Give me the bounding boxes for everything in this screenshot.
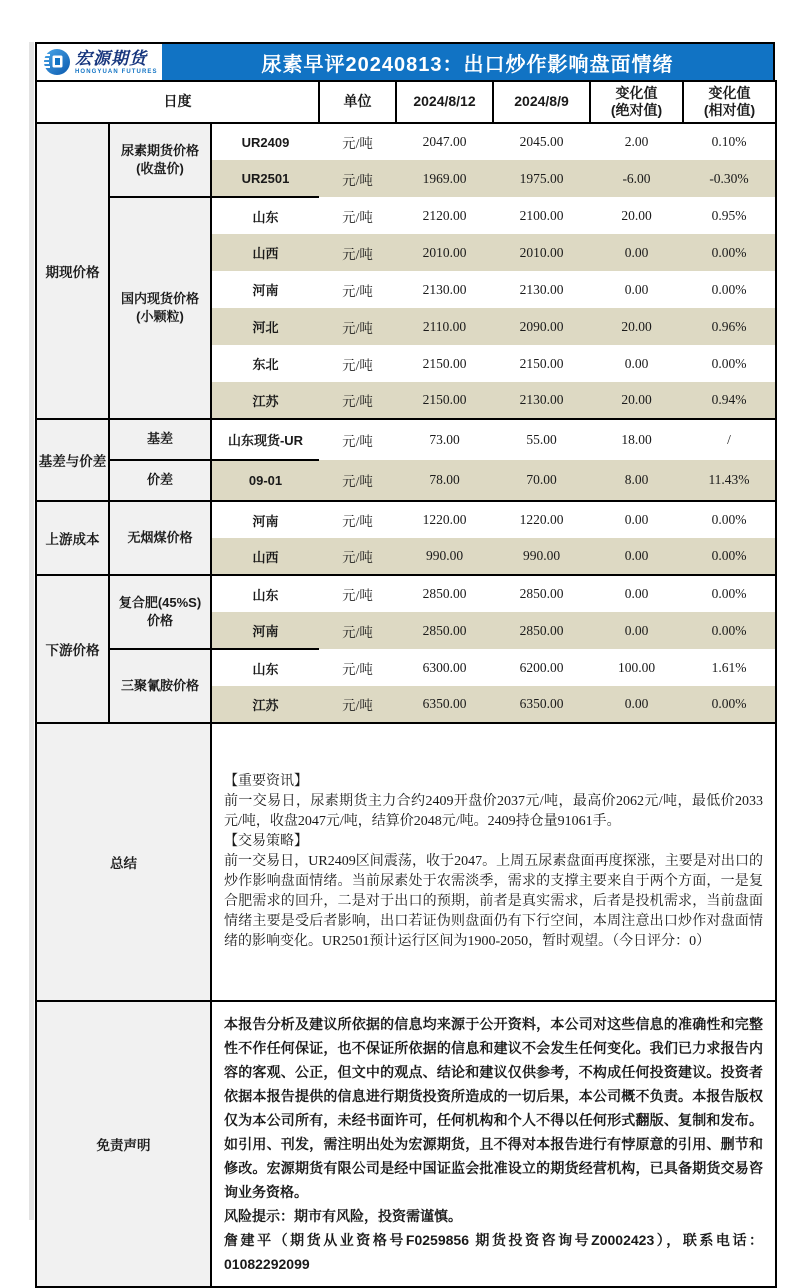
unit-cell: 元/吨 (342, 661, 373, 677)
change-rel: 0.94% (683, 382, 776, 419)
value-prev: 6200.00 (519, 659, 564, 675)
row-label: 山东 (211, 575, 319, 612)
disclaimer-text: 本报告分析及建议所依据的信息均来源于公开资料，本公司对这些信息的准确性和完整性不作任何保证，也不保证所依据的信息和建议不会发生任何变化。我们已力求报告内容的客观、公正，但文中的观点、结论和建议仅供参考，不构成任何投资建议。投资者依据本报告提供的信息进行期货投资所造成的一切后果，本公司概不负责。本报告版权仅为本公司所有，未经书面许可，任何机构和个人不得以任何形式翻版、复制和发布。如引用、刊发，需注明出处为宏源期货，且不得对本报告进行有悖原意的引用、删节和修改。宏源期货有限公司是经中国证监会批准设立的期货经营机构，已具备期货交易咨询业务资格。 (224, 1016, 763, 1200)
brand-name-en: HONGYUAN FUTURES (75, 68, 158, 75)
value-current: 2850.00 (396, 612, 493, 649)
summary-news-text: 前一交易日，尿素期货主力合约2409开盘价2037元/吨，最高价2062元/吨，最低价2033元/吨，收盘2047元/吨，结算价2048元/吨。2409持仓量91061手。 (224, 794, 763, 829)
header-date-prev: 2024/8/9 (493, 81, 590, 123)
change-rel: 0.10% (711, 134, 747, 149)
value-current: 6350.00 (396, 686, 493, 723)
value-prev: 2010.00 (493, 234, 590, 271)
summary-news-heading: 【重要资讯】 (224, 774, 308, 789)
unit-cell: 元/吨 (319, 160, 396, 197)
change-abs: 18.00 (590, 419, 683, 460)
row-label: 东北 (252, 357, 279, 372)
value-prev: 2090.00 (493, 308, 590, 345)
change-abs: 0.00 (590, 612, 683, 649)
group-cell-downstream: 下游价格 (36, 575, 109, 723)
value-current: 2047.00 (422, 134, 467, 149)
unit-cell: 元/吨 (319, 612, 396, 649)
subgroup-cell-melamine: 三聚氰胺价格 (109, 649, 211, 723)
subgroup-cell-compound-fert: 复合肥(45%S)价格 (109, 575, 211, 649)
change-rel: 1.61% (711, 659, 747, 675)
page-edge-strip (29, 42, 34, 1220)
row-label: UR2409 (241, 134, 290, 150)
change-abs: 0.00 (624, 355, 649, 371)
urea-daily-report (35, 42, 775, 1288)
unit-cell: 元/吨 (319, 575, 396, 612)
title-bar (35, 42, 775, 80)
change-rel: 0.95% (711, 207, 747, 223)
disclaimer-label: 免责声明 (36, 1001, 211, 1287)
unit-cell: 元/吨 (319, 382, 396, 419)
header-date-current: 2024/8/12 (396, 81, 493, 123)
brand-logo (37, 44, 162, 80)
change-abs: 0.00 (590, 686, 683, 723)
summary-strategy-text: 前一交易日，UR2409区间震荡，收于2047。上周五尿素盘面再度探涨，主要是对出口的炒作影响盘面情绪。当前尿素处于农需淡季，需求的支撑主要来自于两个方面，一是复合肥需求的回升，二是对于出口的预期，前者是真实需求，后者是投机需求，当前盘面情绪主要是受后者影响，出口若证伪则盘面仍有下行空间，本周注意出口炒作对盘面情绪的影响变化。UR2501预计运行区间为1900-2050，暂时观望。（今日评分：0） (224, 854, 763, 949)
value-current: 2120.00 (422, 207, 467, 223)
value-current: 2150.00 (422, 355, 467, 371)
row-label: 09-01 (211, 460, 319, 501)
group-cell-spot-futures: 期现价格 (36, 123, 109, 419)
value-current: 2010.00 (396, 234, 493, 271)
value-prev: 990.00 (493, 538, 590, 575)
subgroup-cell-spread: 价差 (109, 460, 211, 501)
change-rel: 0.00% (683, 612, 776, 649)
value-prev: 2100.00 (519, 207, 564, 223)
subgroup-cell-futures-close: 尿素期货价格(收盘价) (109, 123, 211, 197)
value-prev: 1220.00 (493, 501, 590, 538)
unit-cell: 元/吨 (342, 136, 373, 151)
row-label: 山东 (211, 649, 319, 686)
row-label: 江苏 (211, 382, 319, 419)
analyst-contact: 詹建平（期货从业资格号F0259856 期货投资咨询号Z0002423），联系电话：01082292099 (224, 1232, 763, 1272)
group-cell-upstream: 上游成本 (36, 501, 109, 575)
header-unit: 单位 (319, 81, 396, 123)
unit-cell: 元/吨 (319, 501, 396, 538)
value-prev: 70.00 (493, 460, 590, 501)
hongyuan-logo-icon (40, 46, 72, 78)
subgroup-cell-basis: 基差 (109, 419, 211, 460)
group-cell-basis-spread: 基差与价差 (36, 419, 109, 501)
value-current: 2130.00 (422, 281, 467, 297)
risk-warning: 风险提示：期市有风险，投资需谨慎。 (224, 1208, 462, 1224)
change-abs: 20.00 (590, 308, 683, 345)
change-rel: 0.00% (683, 575, 776, 612)
change-rel: 0.00% (683, 234, 776, 271)
row-label: 山西 (211, 234, 319, 271)
row-label: 山西 (211, 538, 319, 575)
unit-cell: 元/吨 (319, 419, 396, 460)
table-row (36, 649, 776, 686)
value-prev: 55.00 (493, 419, 590, 460)
summary-label: 总结 (36, 723, 211, 1001)
value-current: 990.00 (396, 538, 493, 575)
row-label: 山东现货-UR (211, 419, 319, 460)
header-change-abs: 变化值 (绝对值) (590, 81, 683, 123)
header-period: 日度 (36, 81, 319, 123)
row-label: 河北 (211, 308, 319, 345)
value-prev: 1975.00 (493, 160, 590, 197)
unit-cell: 元/吨 (319, 460, 396, 501)
change-rel: / (683, 419, 776, 460)
change-rel: -0.30% (683, 160, 776, 197)
change-abs: 0.00 (624, 281, 649, 297)
value-prev: 2850.00 (493, 575, 590, 612)
change-rel: 11.43% (683, 460, 776, 501)
summary-strategy-heading: 【交易策略】 (224, 834, 308, 849)
row-label: UR2501 (211, 160, 319, 197)
row-label: 河南 (252, 283, 279, 298)
change-rel: 0.00% (711, 281, 747, 297)
change-abs: 20.00 (621, 207, 652, 223)
table-row (36, 123, 776, 160)
price-table (35, 80, 777, 1288)
unit-cell: 元/吨 (342, 283, 373, 299)
value-current: 78.00 (396, 460, 493, 501)
unit-cell: 元/吨 (342, 209, 373, 225)
row-label: 河南 (211, 612, 319, 649)
change-rel: 0.00% (683, 538, 776, 575)
change-abs: 0.00 (590, 575, 683, 612)
value-prev: 2045.00 (519, 134, 564, 149)
change-abs: 100.00 (617, 659, 656, 675)
table-row (36, 575, 776, 612)
unit-cell: 元/吨 (319, 234, 396, 271)
value-prev: 2130.00 (493, 382, 590, 419)
value-prev: 2130.00 (519, 281, 564, 297)
value-current: 2150.00 (396, 382, 493, 419)
value-current: 6300.00 (422, 659, 467, 675)
value-prev: 6350.00 (493, 686, 590, 723)
change-rel: 0.00% (711, 355, 747, 371)
unit-cell: 元/吨 (319, 308, 396, 345)
unit-cell: 元/吨 (342, 357, 373, 373)
value-current: 2110.00 (396, 308, 493, 345)
table-row (36, 419, 776, 460)
brand-text (75, 50, 158, 75)
disclaimer-content (211, 1001, 776, 1287)
subgroup-cell-domestic-spot: 国内现货价格(小颗粒) (109, 197, 211, 419)
table-row (36, 197, 776, 234)
change-abs: 0.00 (590, 234, 683, 271)
row-label: 江苏 (211, 686, 319, 723)
table-row (36, 501, 776, 538)
change-abs: 0.00 (590, 501, 683, 538)
value-current: 2850.00 (396, 575, 493, 612)
value-current: 73.00 (396, 419, 493, 460)
table-row (36, 460, 776, 501)
disclaimer-section (36, 1001, 776, 1287)
value-prev: 2150.00 (519, 355, 564, 371)
brand-name-cn: 宏源期货 (75, 48, 147, 68)
table-header-row (36, 81, 776, 123)
report-title: 尿素早评20240813：出口炒作影响盘面情绪 (162, 44, 773, 80)
change-abs: -6.00 (590, 160, 683, 197)
unit-cell: 元/吨 (319, 538, 396, 575)
value-prev: 2850.00 (493, 612, 590, 649)
change-rel: 0.96% (683, 308, 776, 345)
summary-section (36, 723, 776, 1001)
value-current: 1969.00 (396, 160, 493, 197)
change-rel: 0.00% (683, 501, 776, 538)
change-abs: 8.00 (590, 460, 683, 501)
change-rel: 0.00% (683, 686, 776, 723)
value-current: 1220.00 (396, 501, 493, 538)
header-change-rel: 变化值 (相对值) (683, 81, 776, 123)
change-abs: 2.00 (624, 134, 649, 149)
summary-content (211, 723, 776, 1001)
subgroup-cell-anthracite: 无烟煤价格 (109, 501, 211, 575)
row-label: 山东 (211, 197, 319, 234)
change-abs: 20.00 (590, 382, 683, 419)
change-abs: 0.00 (590, 538, 683, 575)
unit-cell: 元/吨 (319, 686, 396, 723)
row-label: 河南 (211, 501, 319, 538)
